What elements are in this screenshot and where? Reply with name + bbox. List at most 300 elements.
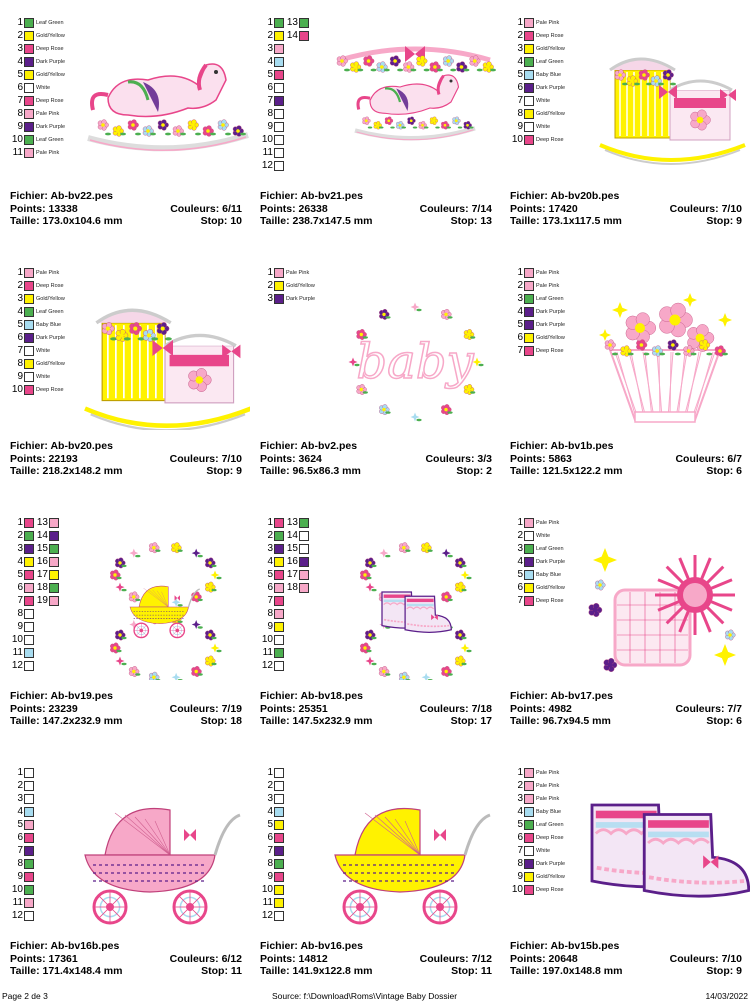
- thread-color-swatch: [24, 109, 34, 119]
- points-value: 17420: [548, 202, 578, 215]
- size-field: Taille: 96.5x86.3 mm: [260, 465, 361, 477]
- thread-entry: [510, 280, 559, 292]
- thread-entry: [260, 845, 284, 857]
- design-info: [260, 940, 492, 978]
- colors-value: 7/12: [471, 952, 492, 965]
- thread-number: 7: [267, 595, 273, 606]
- thread-entry: [285, 582, 309, 594]
- thread-color-swatch: [24, 518, 34, 528]
- thread-color-name: White: [536, 124, 551, 130]
- thread-number: 7: [17, 95, 23, 106]
- design-info: [510, 940, 742, 978]
- thread-number: 5: [267, 69, 273, 80]
- thread-number: 1: [517, 517, 523, 528]
- thread-number: 8: [267, 108, 273, 119]
- thread-entry: [260, 160, 284, 172]
- print-date: 14/03/2022: [705, 991, 748, 1001]
- thread-number: 7: [517, 595, 523, 606]
- thread-entry: [10, 884, 34, 896]
- file-field: Fichier: Ab-bv16.pes: [260, 940, 363, 952]
- thread-color-swatch: [24, 372, 34, 382]
- thread-color-name: Dark Purple: [536, 322, 566, 328]
- thread-color-name: Gold/Yellow: [536, 46, 565, 52]
- thread-number: 9: [267, 871, 273, 882]
- colors-field: Couleurs: 7/19: [169, 702, 242, 715]
- thread-number: 7: [517, 95, 523, 106]
- thread-entry: [510, 884, 564, 896]
- thread-entry: [285, 17, 309, 29]
- page-footer: [0, 990, 750, 1003]
- thread-number: 9: [267, 621, 273, 632]
- thread-color-swatch: [524, 859, 534, 869]
- size-value: 218.2x148.2 mm: [42, 465, 123, 477]
- thread-number: 6: [267, 582, 273, 593]
- thread-number: 9: [17, 871, 23, 882]
- thread-number: 9: [517, 871, 523, 882]
- thread-entry: [260, 647, 284, 659]
- thread-number: 3: [517, 43, 523, 54]
- embroidery-preview: [580, 790, 750, 930]
- thread-number: 5: [517, 319, 523, 330]
- thread-color-swatch: [299, 570, 309, 580]
- thread-number: 1: [517, 17, 523, 28]
- thread-number: 6: [17, 332, 23, 343]
- thread-number: 8: [17, 108, 23, 119]
- design-card: [0, 500, 250, 747]
- thread-color-name: Gold/Yellow: [36, 296, 65, 302]
- thread-entry: [10, 108, 59, 120]
- stop-value: 10: [230, 215, 242, 227]
- points-field: Points: 26338: [260, 202, 328, 215]
- thread-entry: [510, 69, 561, 81]
- thread-color-swatch: [49, 544, 59, 554]
- size-field: Taille: 173.1x117.5 mm: [510, 215, 622, 227]
- design-card: [250, 0, 500, 247]
- thread-color-swatch: [274, 596, 284, 606]
- thread-color-name: Leaf Green: [36, 20, 64, 26]
- thread-color-swatch: [524, 18, 534, 28]
- thread-number: 8: [267, 608, 273, 619]
- file-field: Fichier: Ab-bv19.pes: [10, 690, 113, 702]
- thread-number: 8: [517, 858, 523, 869]
- file-name: Ab-bv22.pes: [50, 190, 113, 202]
- embroidery-preview: [330, 40, 500, 180]
- thread-number: 2: [267, 530, 273, 541]
- thread-number: 7: [517, 845, 523, 856]
- thread-color-name: Leaf Green: [536, 546, 564, 552]
- embroidery-preview: [580, 290, 750, 430]
- thread-color-swatch: [24, 31, 34, 41]
- thread-number: 2: [17, 30, 23, 41]
- thread-number: 4: [267, 806, 273, 817]
- thread-color-name: Baby Blue: [536, 572, 562, 578]
- thread-number: 15: [36, 543, 48, 554]
- thread-number: 6: [517, 582, 523, 593]
- thread-number: 2: [517, 780, 523, 791]
- file-field: Fichier: Ab-bv18.pes: [260, 690, 363, 702]
- thread-entry: [10, 345, 50, 357]
- thread-color-swatch: [524, 307, 534, 317]
- thread-entry: [260, 69, 284, 81]
- thread-color-swatch: [24, 859, 34, 869]
- thread-color-swatch: [274, 859, 284, 869]
- thread-color-swatch: [524, 57, 534, 67]
- colors-value: 7/10: [721, 202, 742, 215]
- colors-field: Couleurs: 7/10: [669, 952, 742, 965]
- thread-color-swatch: [24, 596, 34, 606]
- thread-entry: [10, 543, 34, 555]
- thread-color-swatch: [24, 648, 34, 658]
- thread-number: 2: [17, 530, 23, 541]
- thread-entry: [260, 858, 284, 870]
- thread-color-name: Deep Rose: [36, 46, 64, 52]
- thread-color-name: Dark Purple: [36, 124, 66, 130]
- thread-color-swatch: [24, 96, 34, 106]
- thread-color-swatch: [24, 872, 34, 882]
- thread-color-name: Pale Pink: [536, 770, 560, 776]
- thread-entry: [510, 108, 565, 120]
- thread-entry: [35, 569, 59, 581]
- thread-color-swatch: [524, 320, 534, 330]
- thread-entry: [510, 319, 565, 331]
- thread-number: 18: [286, 582, 298, 593]
- thread-number: 1: [267, 767, 273, 778]
- stop-field: Stop: 6: [706, 715, 742, 727]
- thread-color-name: Pale Pink: [536, 270, 560, 276]
- thread-entry: [10, 384, 64, 396]
- design-card: [0, 750, 250, 997]
- thread-color-swatch: [24, 570, 34, 580]
- points-field: Points: 3624: [260, 452, 322, 465]
- points-value: 3624: [298, 452, 322, 465]
- thread-number: 11: [262, 897, 273, 908]
- thread-number: 11: [262, 147, 273, 158]
- thread-color-swatch: [524, 794, 534, 804]
- thread-number: 1: [267, 517, 273, 528]
- thread-color-swatch: [274, 820, 284, 830]
- thread-color-swatch: [299, 557, 309, 567]
- thread-color-swatch: [274, 609, 284, 619]
- thread-color-swatch: [524, 596, 534, 606]
- thread-entry: [510, 345, 564, 357]
- size-field: Taille: 147.5x232.9 mm: [260, 715, 373, 727]
- thread-entry: [10, 582, 34, 594]
- thread-color-name: Gold/Yellow: [286, 283, 315, 289]
- thread-color-swatch: [274, 18, 284, 28]
- design-card: [500, 250, 750, 497]
- thread-number: 13: [286, 17, 298, 28]
- thread-entry: [510, 332, 565, 344]
- thread-color-swatch: [524, 833, 534, 843]
- thread-entry: [510, 30, 564, 42]
- thread-entry: [260, 897, 284, 909]
- thread-color-swatch: [524, 820, 534, 830]
- thread-number: 1: [17, 267, 23, 278]
- size-value: 96.7x94.5 mm: [542, 715, 611, 727]
- thread-number: 7: [17, 845, 23, 856]
- thread-number: 11: [262, 647, 273, 658]
- size-value: 173.0x104.6 mm: [42, 215, 123, 227]
- thread-entry: [10, 82, 50, 94]
- stop-field: Stop: 9: [206, 465, 242, 477]
- thread-entry: [10, 69, 65, 81]
- thread-entry: [510, 306, 565, 318]
- thread-number: 11: [12, 897, 23, 908]
- thread-color-swatch: [274, 807, 284, 817]
- thread-number: 5: [517, 69, 523, 80]
- thread-number: 5: [17, 319, 23, 330]
- thread-entry: [510, 56, 564, 68]
- thread-color-swatch: [299, 31, 309, 41]
- thread-number: 5: [17, 819, 23, 830]
- thread-color-name: Gold/Yellow: [536, 111, 565, 117]
- thread-color-swatch: [274, 768, 284, 778]
- points-value: 17361: [48, 952, 78, 965]
- thread-number: 1: [17, 517, 23, 528]
- thread-entry: [260, 910, 284, 922]
- thread-entry: [260, 147, 284, 159]
- thread-entry: [510, 832, 564, 844]
- thread-entry: [10, 858, 34, 870]
- thread-color-swatch: [24, 544, 34, 554]
- thread-color-name: White: [536, 98, 551, 104]
- size-field: Taille: 197.0x148.8 mm: [510, 965, 623, 977]
- thread-entry: [10, 793, 34, 805]
- thread-entry: [35, 556, 59, 568]
- thread-entry: [510, 806, 561, 818]
- thread-color-name: Deep Rose: [536, 598, 564, 604]
- thread-color-swatch: [274, 57, 284, 67]
- thread-entry: [10, 147, 59, 159]
- thread-color-swatch: [299, 531, 309, 541]
- thread-color-swatch: [24, 148, 34, 158]
- thread-color-swatch: [274, 531, 284, 541]
- thread-color-swatch: [524, 544, 534, 554]
- thread-color-swatch: [49, 583, 59, 593]
- thread-color-name: Dark Purple: [536, 85, 566, 91]
- file-field: Fichier: Ab-bv20b.pes: [510, 190, 620, 202]
- thread-number: 14: [286, 530, 298, 541]
- thread-entry: [510, 134, 564, 146]
- thread-entry: [260, 17, 284, 29]
- design-info: [260, 190, 492, 228]
- thread-number: 4: [517, 806, 523, 817]
- thread-number: 1: [17, 17, 23, 28]
- thread-entry: [10, 293, 65, 305]
- thread-number: 1: [517, 267, 523, 278]
- thread-number: 8: [517, 108, 523, 119]
- thread-color-swatch: [24, 294, 34, 304]
- thread-number: 5: [17, 69, 23, 80]
- thread-entry: [10, 56, 65, 68]
- design-card: [500, 750, 750, 997]
- thread-entry: [10, 660, 34, 672]
- thread-number: 16: [36, 556, 48, 567]
- thread-color-swatch: [274, 622, 284, 632]
- thread-color-name: Pale Pink: [536, 783, 560, 789]
- thread-color-name: White: [536, 848, 551, 854]
- thread-color-swatch: [24, 320, 34, 330]
- thread-color-swatch: [524, 70, 534, 80]
- thread-entry: [510, 95, 550, 107]
- thread-number: 6: [267, 82, 273, 93]
- thread-entry: [260, 530, 284, 542]
- thread-number: 7: [17, 345, 23, 356]
- thread-color-name: Dark Purple: [536, 309, 566, 315]
- thread-number: 9: [17, 121, 23, 132]
- thread-number: 9: [17, 621, 23, 632]
- thread-color-swatch: [24, 268, 34, 278]
- thread-entry: [35, 543, 59, 555]
- thread-color-swatch: [299, 544, 309, 554]
- thread-color-name: Gold/Yellow: [36, 361, 65, 367]
- stop-field: Stop: 11: [451, 965, 492, 977]
- points-field: Points: 20648: [510, 952, 578, 965]
- thread-entry: [260, 884, 284, 896]
- stop-field: Stop: 13: [450, 215, 492, 227]
- size-value: 147.2x232.9 mm: [42, 715, 123, 727]
- thread-color-name: Leaf Green: [536, 296, 564, 302]
- thread-number: 5: [267, 569, 273, 580]
- thread-entry: [260, 82, 284, 94]
- thread-number: 2: [267, 780, 273, 791]
- thread-color-name: White: [536, 533, 551, 539]
- thread-color-swatch: [24, 820, 34, 830]
- thread-number: 3: [267, 293, 273, 304]
- thread-color-swatch: [274, 96, 284, 106]
- design-card: [250, 500, 500, 747]
- thread-number: 9: [267, 121, 273, 132]
- colors-value: 6/12: [221, 952, 242, 965]
- thread-color-name: Pale Pink: [536, 283, 560, 289]
- thread-color-name: Baby Blue: [536, 809, 562, 815]
- thread-number: 6: [267, 832, 273, 843]
- points-field: Points: 17420: [510, 202, 578, 215]
- design-card: [250, 250, 500, 497]
- file-name: Ab-bv2.pes: [300, 440, 358, 452]
- thread-color-swatch: [274, 648, 284, 658]
- thread-color-swatch: [24, 635, 34, 645]
- design-card: [0, 0, 250, 247]
- thread-color-name: Pale Pink: [36, 150, 60, 156]
- thread-color-swatch: [524, 518, 534, 528]
- thread-entry: [260, 634, 284, 646]
- thread-number: 3: [517, 543, 523, 554]
- thread-color-swatch: [274, 635, 284, 645]
- thread-color-swatch: [274, 661, 284, 671]
- design-info: [510, 690, 742, 728]
- thread-number: 3: [267, 793, 273, 804]
- thread-entry: [260, 56, 284, 68]
- thread-color-name: Gold/Yellow: [536, 335, 565, 341]
- thread-color-swatch: [524, 268, 534, 278]
- stop-value: 18: [230, 715, 242, 727]
- thread-number: 2: [517, 530, 523, 541]
- thread-color-swatch: [299, 583, 309, 593]
- file-name: Ab-bv20b.pes: [550, 190, 620, 202]
- stop-field: Stop: 11: [201, 965, 242, 977]
- colors-field: Couleurs: 6/11: [170, 202, 242, 215]
- points-value: 20648: [548, 952, 578, 965]
- thread-entry: [285, 556, 309, 568]
- design-info: [260, 690, 492, 728]
- thread-number: 3: [17, 793, 23, 804]
- source-path: Source: f:\Download\Roms\Vintage Baby Dossier: [272, 991, 458, 1001]
- thread-color-name: Gold/Yellow: [536, 874, 565, 880]
- points-value: 26338: [298, 202, 328, 215]
- thread-entry: [510, 569, 561, 581]
- thread-color-swatch: [274, 583, 284, 593]
- thread-color-swatch: [274, 70, 284, 80]
- thread-entry: [510, 517, 559, 529]
- thread-number: 1: [267, 17, 273, 28]
- thread-entry: [260, 121, 284, 133]
- thread-entry: [260, 608, 284, 620]
- thread-entry: [510, 780, 559, 792]
- size-field: Taille: 121.5x122.2 mm: [510, 465, 623, 477]
- file-field: Fichier: Ab-bv17.pes: [510, 690, 613, 702]
- thread-color-name: Pale Pink: [286, 270, 310, 276]
- design-card: [500, 500, 750, 747]
- thread-entry: [10, 595, 34, 607]
- thread-number: 4: [17, 806, 23, 817]
- thread-color-swatch: [24, 807, 34, 817]
- thread-number: 6: [17, 82, 23, 93]
- thread-color-swatch: [524, 109, 534, 119]
- thread-color-swatch: [524, 83, 534, 93]
- stop-field: Stop: 17: [450, 715, 492, 727]
- stop-field: Stop: 9: [706, 215, 742, 227]
- colors-value: 7/18: [471, 702, 492, 715]
- stop-value: 6: [736, 465, 742, 477]
- thread-entry: [10, 608, 34, 620]
- stop-field: Stop: 10: [200, 215, 242, 227]
- thread-entry: [10, 530, 34, 542]
- colors-field: Couleurs: 6/12: [169, 952, 242, 965]
- thread-number: 7: [267, 95, 273, 106]
- thread-color-swatch: [24, 122, 34, 132]
- thread-color-swatch: [524, 570, 534, 580]
- thread-color-name: Pale Pink: [36, 111, 60, 117]
- thread-color-swatch: [49, 596, 59, 606]
- thread-color-swatch: [24, 281, 34, 291]
- thread-entry: [10, 30, 65, 42]
- thread-number: 17: [286, 569, 298, 580]
- design-card: [250, 750, 500, 997]
- thread-color-swatch: [524, 135, 534, 145]
- thread-number: 2: [267, 30, 273, 41]
- thread-number: 1: [267, 267, 273, 278]
- thread-entry: [510, 819, 564, 831]
- thread-color-swatch: [49, 570, 59, 580]
- thread-entry: [10, 806, 34, 818]
- thread-entry: [260, 767, 284, 779]
- thread-color-swatch: [24, 781, 34, 791]
- thread-number: 3: [17, 293, 23, 304]
- thread-color-name: Baby Blue: [36, 322, 62, 328]
- file-name: Ab-bv17.pes: [550, 690, 613, 702]
- thread-number: 19: [36, 595, 48, 606]
- colors-field: Couleurs: 7/10: [669, 202, 742, 215]
- file-field: Fichier: Ab-bv2.pes: [260, 440, 358, 452]
- thread-color-name: Leaf Green: [536, 822, 564, 828]
- thread-color-swatch: [274, 544, 284, 554]
- file-field: Fichier: Ab-bv20.pes: [10, 440, 113, 452]
- thread-number: 5: [17, 569, 23, 580]
- thread-entry: [10, 319, 61, 331]
- thread-color-swatch: [24, 44, 34, 54]
- thread-entry: [10, 780, 34, 792]
